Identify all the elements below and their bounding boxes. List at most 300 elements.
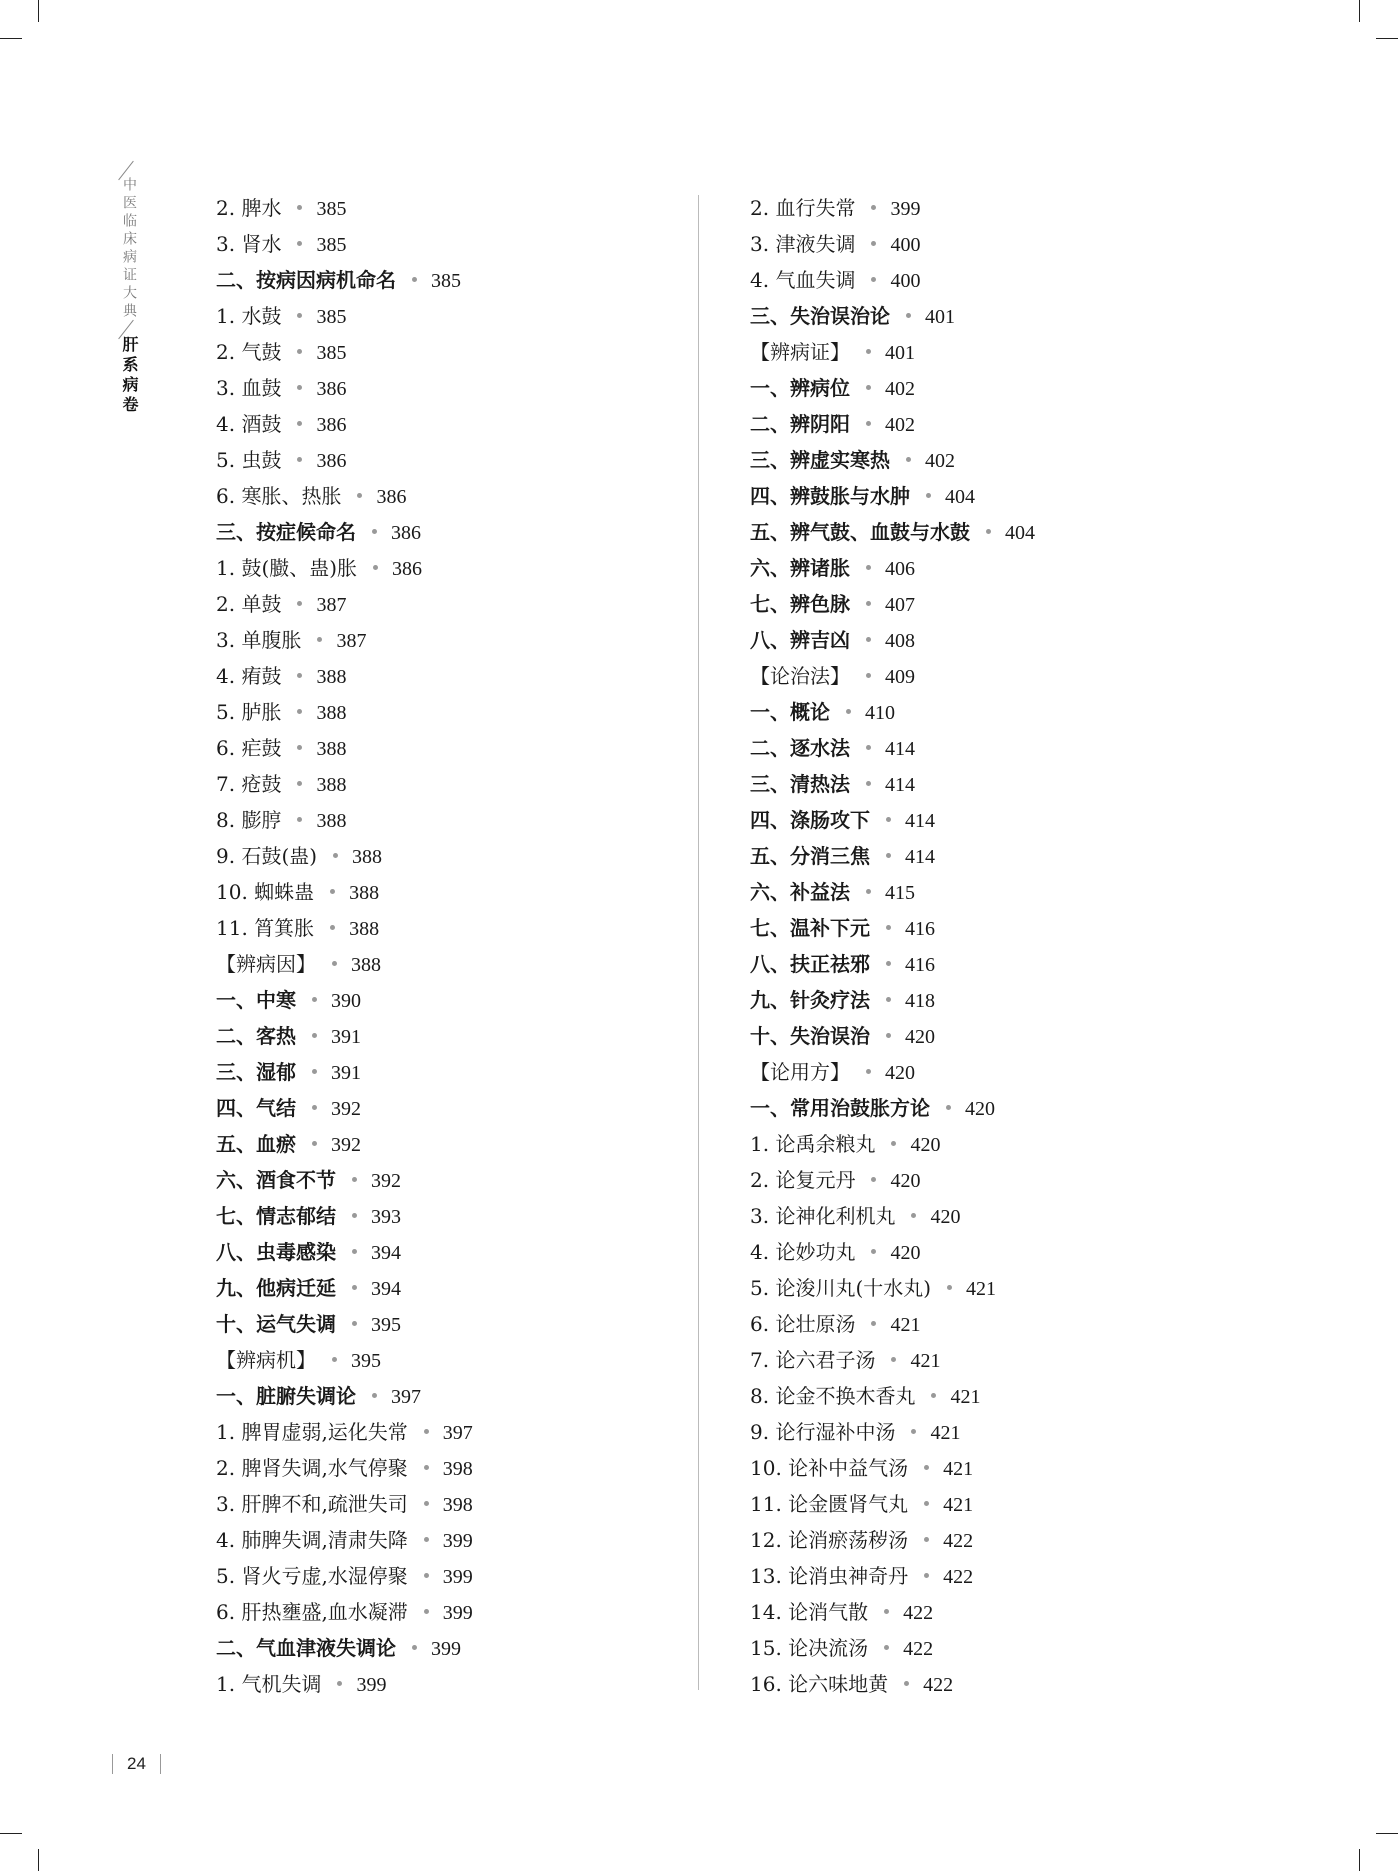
toc-entry (750, 478, 1035, 514)
toc-entry-title: 4. 酒鼓 (216, 412, 282, 436)
toc-entry-title: 4. 气血失调 (750, 268, 856, 292)
toc-entry-title: 五、分消三焦 (750, 844, 870, 868)
toc-entry-page: 388 (316, 810, 347, 832)
leader-dot (330, 889, 335, 894)
leader-dot (866, 421, 871, 426)
leader-dot (352, 1213, 357, 1218)
toc-entry-title: 八、虫毒感染 (216, 1240, 336, 1264)
leader-dot (866, 781, 871, 786)
leader-dot (846, 709, 851, 714)
toc-entry-page: 401 (925, 306, 955, 328)
toc-entry-page: 421 (943, 1494, 974, 1516)
toc-entry-page: 400 (890, 234, 921, 256)
toc-entry-page: 388 (352, 846, 383, 868)
folio-bar-left (112, 1754, 113, 1774)
leader-dot (886, 817, 891, 822)
toc-entry (750, 1594, 1035, 1630)
toc-entry-page: 399 (356, 1674, 387, 1696)
toc-entry-page: 388 (349, 882, 380, 904)
toc-entry-title: 6. 寒胀、热胀 (216, 484, 342, 508)
toc-entry-page: 402 (885, 414, 915, 436)
toc-entry-page: 386 (316, 378, 347, 400)
toc-entry-title: 5. 论浚川丸(十水丸) (750, 1276, 932, 1300)
toc-entry-page: 386 (391, 522, 421, 544)
leader-dot (352, 1285, 357, 1290)
toc-entry-title: 16. 论六味地黄 (750, 1672, 889, 1696)
leader-dot (866, 349, 871, 354)
page-footer (112, 1752, 161, 1776)
toc-entry-page: 397 (391, 1386, 421, 1408)
toc-entry-page: 398 (442, 1458, 473, 1480)
leader-dot (866, 565, 871, 570)
toc-entry-title: 3. 单腹胀 (216, 628, 302, 652)
leader-dot (924, 1501, 929, 1506)
crop-mark-bottom-left-v (38, 1849, 39, 1871)
leader-dot (924, 1537, 929, 1542)
leader-dot (372, 1393, 377, 1398)
toc-entry (216, 1630, 473, 1666)
running-head (114, 170, 138, 416)
leader-dot (297, 601, 302, 606)
leader-dot (886, 961, 891, 966)
toc-entry-page: 420 (965, 1098, 995, 1120)
leader-dot (866, 601, 871, 606)
toc-entry-title: 6. 疟鼓 (216, 736, 282, 760)
toc-entry (750, 658, 1035, 694)
toc-entry-page: 388 (316, 702, 347, 724)
toc-entry-title: 3. 血鼓 (216, 376, 282, 400)
leader-dot (986, 529, 991, 534)
toc-entry (216, 730, 473, 766)
leader-dot (884, 1609, 889, 1614)
toc-entry (750, 226, 1035, 262)
toc-entry-page: 414 (905, 846, 935, 868)
toc-entry-page: 402 (925, 450, 955, 472)
toc-entry-title: 三、按症候命名 (216, 520, 356, 544)
toc-entry-title: 四、涤肠攻下 (750, 808, 870, 832)
toc-entry-title: 4. 痏鼓 (216, 664, 282, 688)
page-number: 24 (127, 1754, 146, 1773)
toc-entry (750, 1522, 1035, 1558)
leader-dot (947, 1285, 952, 1290)
toc-entry (750, 874, 1035, 910)
toc-entry-title: 【论治法】 (750, 664, 850, 688)
toc-entry-page: 422 (903, 1638, 934, 1660)
toc-entry (216, 1162, 473, 1198)
leader-dot (911, 1213, 916, 1218)
toc-entry-page: 421 (890, 1314, 921, 1336)
toc-entry-title: 5. 肾火亏虚,水湿停聚 (216, 1564, 408, 1588)
toc-left-column (216, 190, 473, 1702)
toc-entry-title: 4. 肺脾失调,清肃失降 (216, 1528, 408, 1552)
toc-entry-page: 420 (885, 1062, 915, 1084)
toc-entry (216, 1522, 473, 1558)
leader-dot (297, 241, 302, 246)
toc-entry-title: 一、概论 (750, 700, 830, 724)
toc-entry-title: 2. 气鼓 (216, 340, 282, 364)
toc-entry (216, 514, 473, 550)
leader-dot (946, 1105, 951, 1110)
toc-entry-title: 二、辨阴阳 (750, 412, 850, 436)
toc-entry-page: 388 (316, 666, 347, 688)
toc-entry (750, 298, 1035, 334)
leader-dot (332, 1357, 337, 1362)
toc-entry (750, 1306, 1035, 1342)
toc-entry-title: 2. 血行失常 (750, 196, 856, 220)
leader-dot (297, 349, 302, 354)
toc-entry (216, 298, 473, 334)
toc-entry-page: 422 (943, 1566, 974, 1588)
toc-entry-page: 394 (371, 1278, 401, 1300)
toc-entry-title: 四、气结 (216, 1096, 296, 1120)
toc-entry-title: 十、失治误治 (750, 1024, 870, 1048)
toc-entry-page: 399 (442, 1566, 473, 1588)
toc-entry-page: 421 (950, 1386, 981, 1408)
toc-entry (216, 442, 473, 478)
leader-dot (337, 1681, 342, 1686)
toc-entry-title: 7. 疮鼓 (216, 772, 282, 796)
toc-entry-page: 385 (316, 234, 347, 256)
leader-dot (352, 1177, 357, 1182)
toc-entry-title: 六、辨诸胀 (750, 556, 850, 580)
leader-dot (924, 1465, 929, 1470)
leader-dot (312, 1105, 317, 1110)
crop-mark-top-left-h (0, 38, 22, 39)
toc-entry (216, 1450, 473, 1486)
leader-dot (330, 925, 335, 930)
toc-entry (216, 1198, 473, 1234)
toc-entry-title: 5. 胪胀 (216, 700, 282, 724)
toc-entry-title: 【辨病机】 (216, 1348, 316, 1372)
leader-dot (332, 961, 337, 966)
toc-entry-page: 399 (442, 1530, 473, 1552)
leader-dot (871, 205, 876, 210)
toc-entry-title: 8. 膨脝 (216, 808, 282, 832)
toc-entry-page: 416 (905, 954, 935, 976)
toc-entry (216, 982, 473, 1018)
leader-dot (906, 313, 911, 318)
toc-entry-page: 391 (331, 1026, 361, 1048)
toc-entry-page: 414 (885, 774, 915, 796)
leader-dot (297, 313, 302, 318)
toc-entry-page: 388 (316, 738, 347, 760)
series-title: 中医临床病证大典 (121, 177, 137, 321)
crop-mark-top-left-v (38, 0, 39, 22)
leader-dot (906, 457, 911, 462)
toc-entry (750, 1558, 1035, 1594)
toc-entry-title: 【论用方】 (750, 1060, 850, 1084)
toc-entry (216, 226, 473, 262)
toc-entry-title: 1. 脾胃虚弱,运化失常 (216, 1420, 408, 1444)
toc-entry-title: 5. 虫鼓 (216, 448, 282, 472)
crop-mark-top-right-v (1359, 0, 1360, 22)
leader-dot (884, 1645, 889, 1650)
toc-entry-page: 392 (371, 1170, 401, 1192)
volume-title: 肝系病卷 (120, 336, 139, 416)
toc-entry (216, 190, 473, 226)
toc-entry-title: 14. 论消气散 (750, 1600, 869, 1624)
crop-mark-top-right-h (1376, 38, 1398, 39)
toc-entry-page: 397 (442, 1422, 473, 1444)
toc-entry-title: 三、湿郁 (216, 1060, 296, 1084)
toc-entry (750, 1090, 1035, 1126)
leader-dot (424, 1537, 429, 1542)
toc-entry-page: 385 (316, 342, 347, 364)
crop-mark-bottom-right-h (1376, 1833, 1398, 1834)
toc-entry (216, 766, 473, 802)
toc-entry (216, 694, 473, 730)
toc-entry-title: 五、血瘀 (216, 1132, 296, 1156)
toc-entry-page: 415 (885, 882, 915, 904)
toc-entry-title: 二、按病因病机命名 (216, 268, 396, 292)
toc-entry-page: 399 (442, 1602, 473, 1624)
leader-dot (866, 889, 871, 894)
leader-dot (871, 1249, 876, 1254)
toc-entry (216, 658, 473, 694)
toc-entry (216, 838, 473, 874)
toc-entry-page: 393 (371, 1206, 401, 1228)
toc-entry (750, 982, 1035, 1018)
toc-entry (216, 550, 473, 586)
toc-entry (750, 262, 1035, 298)
toc-entry-page: 406 (885, 558, 915, 580)
leader-dot (871, 1321, 876, 1326)
toc-entry-page: 388 (349, 918, 380, 940)
toc-entry-title: 12. 论消瘀荡秽汤 (750, 1528, 909, 1552)
leader-dot (297, 673, 302, 678)
toc-entry (750, 838, 1035, 874)
leader-dot (424, 1429, 429, 1434)
toc-entry-title: 2. 脾水 (216, 196, 282, 220)
leader-dot (866, 637, 871, 642)
toc-entry (750, 1054, 1035, 1090)
toc-entry (216, 478, 473, 514)
toc-entry-page: 422 (903, 1602, 934, 1624)
leader-dot (866, 385, 871, 390)
toc-entry (750, 622, 1035, 658)
toc-entry-page: 421 (943, 1458, 974, 1480)
leader-dot (424, 1609, 429, 1614)
toc-entry-page: 392 (331, 1098, 361, 1120)
toc-entry-title: 十、运气失调 (216, 1312, 336, 1336)
toc-entry-page: 386 (392, 558, 423, 580)
toc-entry-title: 6. 论壮原汤 (750, 1312, 856, 1336)
column-divider (698, 195, 699, 1690)
toc-entry-page: 414 (885, 738, 915, 760)
toc-entry (216, 874, 473, 910)
leader-dot (352, 1249, 357, 1254)
toc-entry-title: 10. 论补中益气汤 (750, 1456, 909, 1480)
toc-entry-title: 1. 水鼓 (216, 304, 282, 328)
toc-entry-page: 398 (442, 1494, 473, 1516)
leader-dot (412, 1645, 417, 1650)
toc-entry (750, 1414, 1035, 1450)
toc-entry-page: 388 (351, 954, 381, 976)
leader-dot (312, 1141, 317, 1146)
leader-dot (891, 1141, 896, 1146)
leader-dot (424, 1573, 429, 1578)
toc-entry (750, 334, 1035, 370)
toc-entry (216, 586, 473, 622)
toc-entry-title: 8. 论金不换木香丸 (750, 1384, 916, 1408)
leader-dot (911, 1429, 916, 1434)
toc-entry-page: 386 (316, 450, 347, 472)
toc-entry-title: 13. 论消虫神奇丹 (750, 1564, 909, 1588)
toc-entry (750, 370, 1035, 406)
toc-entry (216, 1054, 473, 1090)
toc-entry (216, 802, 473, 838)
toc-entry-page: 414 (905, 810, 935, 832)
toc-entry-page: 404 (1005, 522, 1035, 544)
toc-entry-title: 11. 筲箕胀 (216, 916, 315, 940)
toc-entry-title: 3. 论神化利机丸 (750, 1204, 896, 1228)
toc-entry (216, 1378, 473, 1414)
toc-entry (750, 442, 1035, 478)
toc-entry (216, 1090, 473, 1126)
toc-entry (216, 1126, 473, 1162)
toc-entry (750, 802, 1035, 838)
toc-entry (750, 1378, 1035, 1414)
leader-dot (297, 745, 302, 750)
toc-entry (216, 1666, 473, 1702)
toc-entry (216, 1234, 473, 1270)
leader-dot (424, 1465, 429, 1470)
leader-dot (317, 637, 322, 642)
toc-entry-title: 八、辨吉凶 (750, 628, 850, 652)
toc-entry (750, 586, 1035, 622)
leader-dot (297, 709, 302, 714)
leader-dot (866, 1069, 871, 1074)
toc-entry-title: 9. 石鼓(蛊) (216, 844, 318, 868)
leader-dot (357, 493, 362, 498)
toc-entry-title: 二、逐水法 (750, 736, 850, 760)
toc-entry (216, 1558, 473, 1594)
toc-entry-title: 3. 肾水 (216, 232, 282, 256)
toc-entry-page: 386 (316, 414, 347, 436)
toc-entry (216, 370, 473, 406)
toc-entry (216, 262, 473, 298)
leader-dot (931, 1393, 936, 1398)
leader-dot (372, 529, 377, 534)
toc-entry-title: 五、辨气鼓、血鼓与水鼓 (750, 520, 970, 544)
toc-entry-page: 394 (371, 1242, 401, 1264)
toc-entry (750, 1342, 1035, 1378)
toc-entry-page: 420 (910, 1134, 941, 1156)
toc-entry-page: 407 (885, 594, 915, 616)
toc-entry (750, 694, 1035, 730)
toc-entry-title: 3. 津液失调 (750, 232, 856, 256)
toc-entry (750, 946, 1035, 982)
toc-entry (750, 1666, 1035, 1702)
toc-entry-page: 409 (885, 666, 915, 688)
toc-entry (750, 1234, 1035, 1270)
toc-entry-title: 一、中寒 (216, 988, 296, 1012)
toc-entry (216, 334, 473, 370)
toc-entry (750, 406, 1035, 442)
toc-entry-page: 386 (376, 486, 407, 508)
leader-dot (886, 997, 891, 1002)
leader-dot (871, 277, 876, 282)
crop-mark-bottom-right-v (1359, 1849, 1360, 1871)
toc-entry-title: 四、辨鼓胀与水肿 (750, 484, 910, 508)
toc-entry (750, 1630, 1035, 1666)
toc-entry-page: 421 (910, 1350, 941, 1372)
leader-dot (424, 1501, 429, 1506)
toc-entry-title: 11. 论金匮肾气丸 (750, 1492, 909, 1516)
toc-entry-title: 10. 蜘蛛蛊 (216, 880, 315, 904)
toc-entry (216, 1414, 473, 1450)
toc-entry-page: 399 (431, 1638, 461, 1660)
toc-entry-page: 385 (316, 198, 347, 220)
toc-entry-title: 九、他病迁延 (216, 1276, 336, 1300)
leader-dot (297, 385, 302, 390)
toc-entry-title: 三、失治误治论 (750, 304, 890, 328)
toc-entry-title: 6. 肝热壅盛,血水凝滞 (216, 1600, 408, 1624)
toc-entry-page: 395 (351, 1350, 381, 1372)
toc-entry-page: 392 (331, 1134, 361, 1156)
toc-entry-page: 418 (905, 990, 935, 1012)
toc-entry-page: 387 (336, 630, 367, 652)
leader-dot (297, 457, 302, 462)
leader-dot (297, 817, 302, 822)
toc-entry-page: 421 (966, 1278, 997, 1300)
leader-dot (924, 1573, 929, 1578)
toc-entry (216, 946, 473, 982)
toc-entry-title: 九、针灸疗法 (750, 988, 870, 1012)
toc-entry (216, 910, 473, 946)
toc-entry (750, 1486, 1035, 1522)
toc-entry-title: 【辨病证】 (750, 340, 850, 364)
toc-entry (750, 1450, 1035, 1486)
leader-dot (871, 1177, 876, 1182)
toc-entry-page: 420 (890, 1170, 921, 1192)
toc-entry-title: 一、常用治鼓胀方论 (750, 1096, 930, 1120)
toc-entry-page: 422 (943, 1530, 974, 1552)
toc-entry (216, 1342, 473, 1378)
toc-entry-title: 2. 论复元丹 (750, 1168, 856, 1192)
toc-entry-title: 三、辨虚实寒热 (750, 448, 890, 472)
leader-dot (886, 1033, 891, 1038)
leader-dot (886, 853, 891, 858)
toc-entry-title: 1. 鼓(臌、蛊)胀 (216, 556, 358, 580)
toc-entry (750, 910, 1035, 946)
leader-dot (297, 421, 302, 426)
toc-entry-page: 400 (890, 270, 921, 292)
toc-entry-page: 420 (890, 1242, 921, 1264)
toc-entry-page: 395 (371, 1314, 401, 1336)
leader-dot (352, 1321, 357, 1326)
toc-entry (750, 1198, 1035, 1234)
toc-right-column (750, 190, 1035, 1702)
toc-entry-title: 七、温补下元 (750, 916, 870, 940)
toc-entry (750, 1162, 1035, 1198)
toc-entry (216, 406, 473, 442)
toc-entry-page: 390 (331, 990, 361, 1012)
toc-entry-title: 七、辨色脉 (750, 592, 850, 616)
toc-entry-title: 八、扶正祛邪 (750, 952, 870, 976)
toc-entry-page: 416 (905, 918, 935, 940)
toc-entry (750, 1018, 1035, 1054)
toc-entry-title: 六、补益法 (750, 880, 850, 904)
toc-entry-title: 三、清热法 (750, 772, 850, 796)
folio-bar-right (160, 1754, 161, 1774)
toc-entry-page: 391 (331, 1062, 361, 1084)
leader-dot (926, 493, 931, 498)
leader-dot (312, 1033, 317, 1038)
toc-entry (216, 1018, 473, 1054)
toc-entry-title: 1. 气机失调 (216, 1672, 322, 1696)
toc-entry-title: 7. 论六君子汤 (750, 1348, 876, 1372)
